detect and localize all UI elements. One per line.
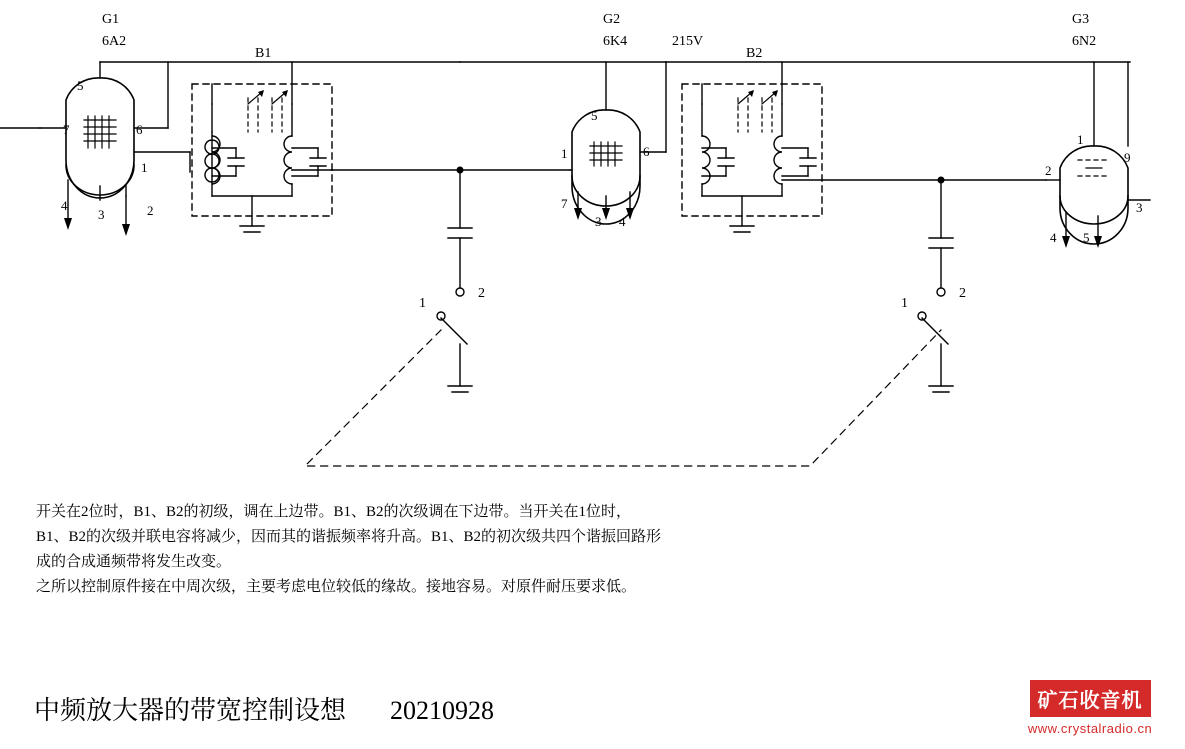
site-logo-brand: 矿石收音机 [1030, 680, 1151, 717]
pin-number: 5 [591, 108, 598, 123]
note-line: B1、B2的次级并联电容将减少，因而其的谐振频率将升高。B1、B2的初次级共四个谐振回路形 [36, 529, 662, 545]
voltage-label: 215V [672, 34, 704, 49]
pin-number: 4 [1050, 230, 1057, 245]
pin-number: 2 [147, 203, 154, 218]
pin-number: 1 [141, 160, 148, 175]
drawing-title [34, 690, 494, 727]
pin-number: 4 [61, 198, 68, 213]
component-label-g1-ref: G1 [102, 12, 120, 27]
tube-g1 [66, 78, 134, 198]
transformer-b1 [192, 62, 332, 232]
pin-number: 3 [595, 214, 602, 229]
pin-number: 2 [1045, 163, 1052, 178]
pin-number: 5 [1083, 230, 1090, 245]
pin-number: 7 [561, 196, 568, 211]
notes-block [36, 500, 836, 600]
pin-number: 3 [1136, 200, 1143, 215]
pin-number: 5 [77, 78, 84, 93]
pin-number: 6 [643, 144, 650, 159]
site-logo-url: www.crystalradio.cn [1027, 721, 1153, 736]
transformer-b2 [682, 62, 822, 232]
pin-number: 6 [136, 122, 143, 137]
note-line: 成的合成通频带将发生改变。 [36, 554, 232, 570]
drawing-title-text: 中频放大器的带宽控制设想 [34, 696, 347, 725]
pin-number: 1 [561, 146, 568, 161]
tube-g3 [1060, 146, 1128, 244]
component-label-g3-ref: G3 [1072, 12, 1090, 27]
pin-number: 4 [619, 214, 626, 229]
pin-number: 3 [98, 207, 105, 222]
switch-terminal-label: 1 [901, 296, 908, 311]
switch-terminal-label: 2 [959, 286, 966, 301]
note-line: 开关在2位时，B1、B2的初级，调在上边带。B1、B2的次级调在下边带。当开关在1位时， [36, 504, 632, 520]
note-line: 之所以控制原件接在中周次级，主要考虑电位较低的缘故。接地容易。对原件耐压要求低。 [36, 579, 637, 595]
pin-number: 7 [63, 122, 70, 137]
component-label-b1: B1 [255, 46, 272, 61]
switch-terminal-label: 2 [478, 286, 485, 301]
drawing-date: 20210928 [390, 696, 495, 725]
switch-terminal-label: 1 [419, 296, 426, 311]
pin-number: 9 [1124, 150, 1131, 165]
component-label-g3-type: 6N2 [1072, 34, 1097, 49]
component-label-g1-type: 6A2 [102, 34, 127, 49]
pin-number: 1 [1077, 132, 1084, 147]
component-label-g2-type: 6K4 [603, 34, 628, 49]
site-logo [1005, 680, 1175, 736]
component-label-b2: B2 [746, 46, 763, 61]
component-label-g2-ref: G2 [603, 12, 621, 27]
